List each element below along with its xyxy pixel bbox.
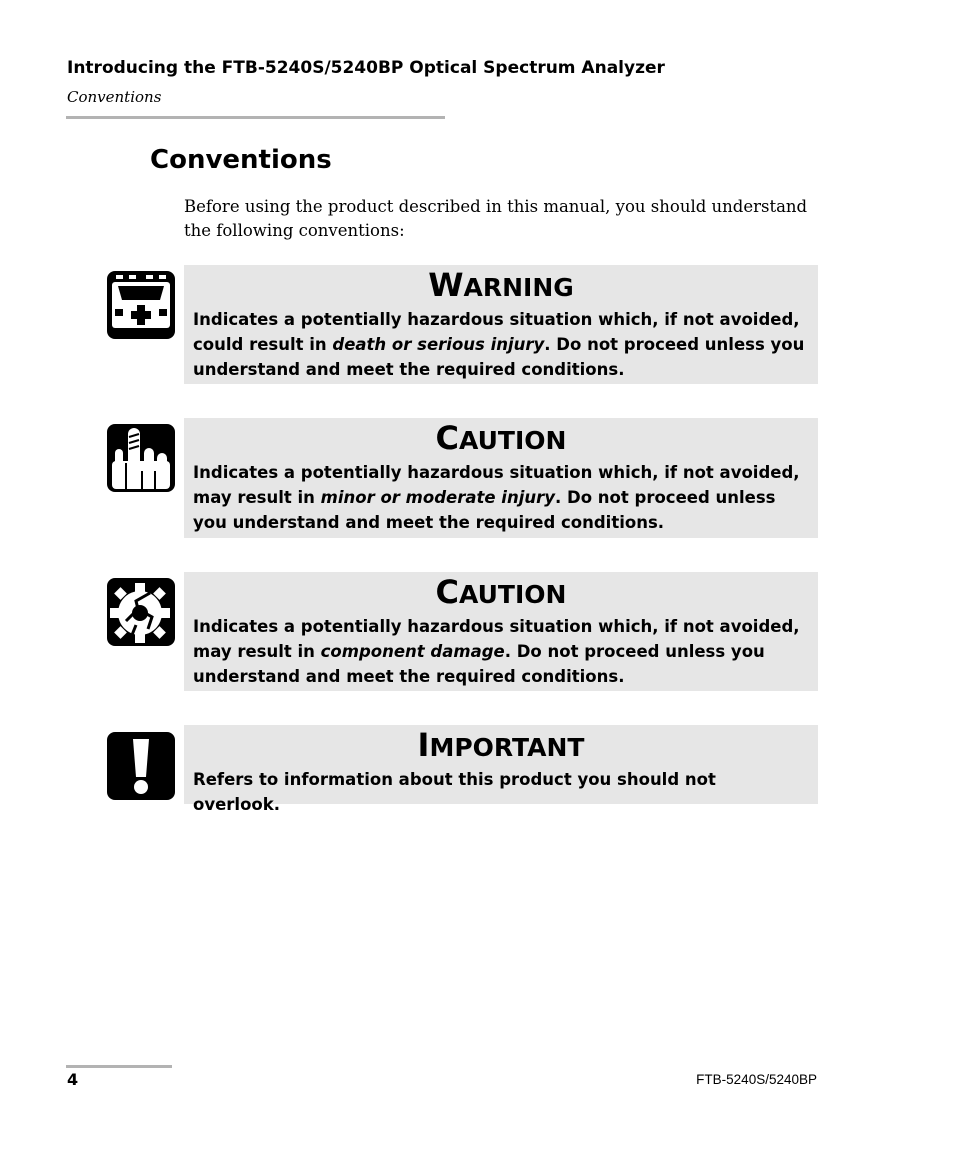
- intro-paragraph: Before using the product described in this manual, you should understand the following conventions:: [184, 197, 808, 240]
- ambulance-icon: [106, 270, 176, 340]
- page-number: 4: [67, 1070, 79, 1089]
- warning-title: WARNING: [428, 266, 574, 304]
- warning-text: Indicates a potentially hazardous situation which, if not avoided, could result in death or serious injury. Do not proceed unless you understand and meet the required conditions.: [193, 310, 805, 379]
- header-rule: [66, 116, 445, 119]
- warning-box: [184, 265, 818, 384]
- caution-injury-title: CAUTION: [435, 419, 567, 457]
- broken-gear-icon: [106, 577, 176, 647]
- footer-rule: [66, 1065, 172, 1068]
- caution-damage-title: CAUTION: [435, 573, 567, 611]
- important-title: IMPORTANT: [417, 726, 585, 764]
- exclamation-icon: [106, 731, 176, 801]
- bandaged-hand-icon: [106, 423, 176, 493]
- caution-injury-box: [184, 418, 818, 538]
- running-subtitle: Conventions: [67, 88, 162, 106]
- important-box: [184, 725, 818, 814]
- caution-injury-text: Indicates a potentially hazardous situation which, if not avoided, may result in minor or moderate injury. Do not proceed unless you understand and meet the required conditions.: [193, 463, 800, 532]
- document-id: FTB-5240S/5240BP: [696, 1072, 817, 1087]
- section-title: Conventions: [150, 145, 332, 175]
- caution-damage-text: Indicates a potentially hazardous situation which, if not avoided, may result in component damage. Do not proceed unless you understand and meet the required conditions.: [193, 617, 800, 686]
- important-text: Refers to information about this product you should not overlook.: [193, 770, 716, 814]
- running-title: Introducing the FTB-5240S/5240BP Optical Spectrum Analyzer: [67, 58, 665, 78]
- caution-damage-box: [184, 572, 818, 691]
